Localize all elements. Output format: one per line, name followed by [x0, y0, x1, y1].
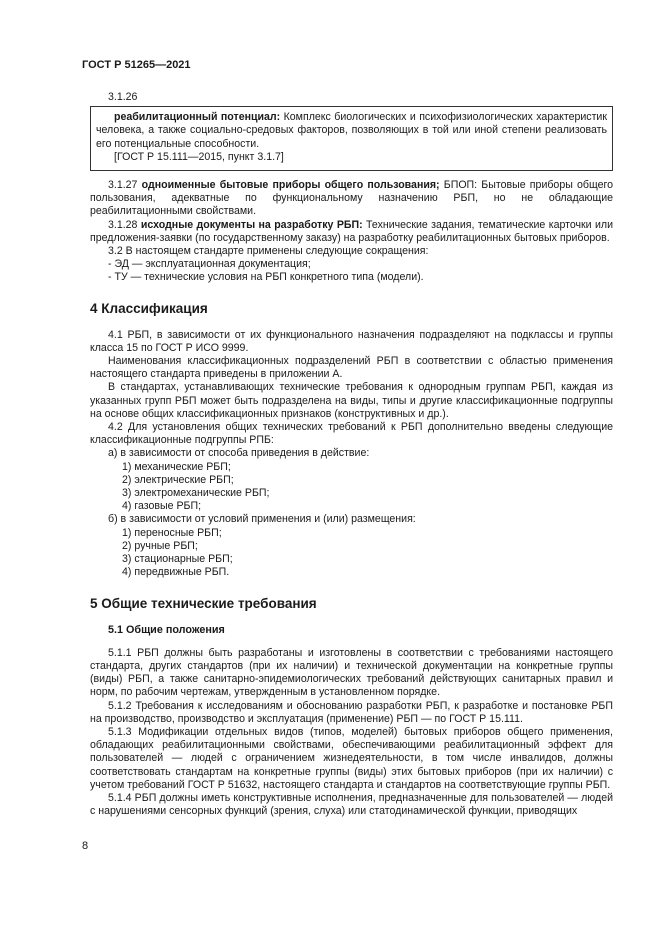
paragraph: 4.1 РБП, в зависимости от их функционального назначения подразделяют на подклассы и группы класса 15 по ГОСТ Р ИСО 9999. — [90, 328, 613, 354]
term-definition: БПОП: Бытовые приборы общего пользования, адекватные по функциональному назначению РБП, но не обладающие реабилитационными свойствами. — [90, 179, 613, 218]
term-paragraph — [96, 111, 607, 151]
paragraph: 5.1.4 РБП должны иметь конструктивные исполнения, предназначенные для пользователей — людей с нарушениями сенсорных функций (зрения, слуха) или статодинамической функции, приводящих — [90, 791, 613, 818]
section-heading: 5 Общие технические требования — [90, 595, 317, 611]
term-number: 3.1.26 — [108, 91, 138, 103]
list-item: 3) электромеханические РБП; — [122, 487, 270, 500]
section-heading: 4 Классификация — [90, 300, 208, 316]
list-item: 1) переносные РБП; — [122, 526, 222, 539]
term-definition: Комплекс биологических и психофизиологических характеристик человека, а также социально-средовых факторов, позволяющих в той или иной степени реализовать его потенциальные способности. — [96, 111, 607, 150]
paragraph: 4.2 Для установления общих технических требований к РБП дополнительно введены следующие классификационные подгруппы РПБ: — [90, 421, 613, 447]
list-item: а) в зависимости от способа приведения в действие: — [108, 447, 370, 460]
list-item: 2) ручные РБП; — [122, 539, 198, 552]
list-item: 3) стационарные РБП; — [122, 553, 233, 566]
list-item: 4) передвижные РБП. — [122, 566, 230, 579]
list-item: 2) электрические РБП; — [122, 473, 234, 486]
term-paragraph — [90, 179, 613, 219]
term-number: 3.1.28 — [108, 218, 141, 231]
document-header: ГОСТ Р 51265—2021 — [82, 59, 191, 71]
term-source: [ГОСТ Р 15.111—2015, пункт 3.1.7] — [114, 150, 284, 163]
paragraph: В стандартах, устанавливающих технические требования к однородным группам РБП, каждая из указанных групп РБП может быть подразделена на виды, типы и другие классификационные подгруппы на основе общих классификационных признаков (конструктивных и др.). — [90, 381, 613, 420]
paragraph: 5.1.1 РБП должны быть разработаны и изготовлены в соответствии с требованиями настоящего стандарта, других стандартов (при их наличии) и технической документации на конкретные группы (виды) РБП, а также санитарно-эпидемиологических требований действующих санитарных правил и норм, по рабочим чертежам, утвержденным в установленном порядке. — [90, 646, 613, 699]
abbreviation-item: - ЭД — эксплуатационная документация; — [108, 258, 311, 271]
term-number: 3.1.27 — [108, 179, 142, 192]
term-title: одноименные бытовые приборы общего пользования; — [141, 179, 440, 192]
abbreviation-item: - ТУ — технические условия на РБП конкретного типа (модели). — [108, 271, 424, 284]
term-title: реабилитационный потенциал: — [114, 111, 281, 124]
paragraph: 5.1.2 Требования к исследованиям и обоснованию разработки РБП, к разработке и постановке РБП на производство, производство и эксплуатация (применение) РБП — по ГОСТ Р 15.111. — [90, 699, 613, 725]
term-definition: Технические задания, тематические карточки или предложения-заявки (по государственному заказу) на разработку реабилитационных бытовых приборов. — [90, 218, 613, 244]
page-content — [90, 91, 613, 818]
subsection-heading: 5.1 Общие положения — [108, 623, 225, 636]
page-number: 8 — [82, 840, 89, 852]
list-item: 4) газовые РБП; — [122, 500, 202, 513]
term-title: исходные документы на разработку РБП: — [140, 218, 363, 231]
abbreviations-intro: 3.2 В настоящем стандарте применены следующие сокращения: — [108, 245, 429, 258]
term-paragraph — [90, 219, 613, 245]
term-definition-box — [90, 106, 613, 171]
paragraph: Наименования классификационных подразделений РБП в соответствии с областью применения настоящего стандарта приведены в приложении А. — [90, 355, 613, 381]
list-item: 1) механические РБП; — [122, 460, 231, 473]
paragraph: 5.1.3 Модификации отдельных видов (типов, моделей) бытовых приборов общего применения, обладающих реабилитационными свойствами, обеспечивающими реабилитационный эффект для пользователей — людей с ограничением жизнедеятельности, в том числе инвалидов, должны соответствовать стандартам на конкретные группы (виды) этих бытовых приборов (при их наличии) с учетом требований ГОСТ Р 51632, настоящего стандарта и стандартов на соответствующие группы РБП. — [90, 725, 613, 791]
list-item: б) в зависимости от условий применения и (или) размещения: — [108, 513, 416, 526]
